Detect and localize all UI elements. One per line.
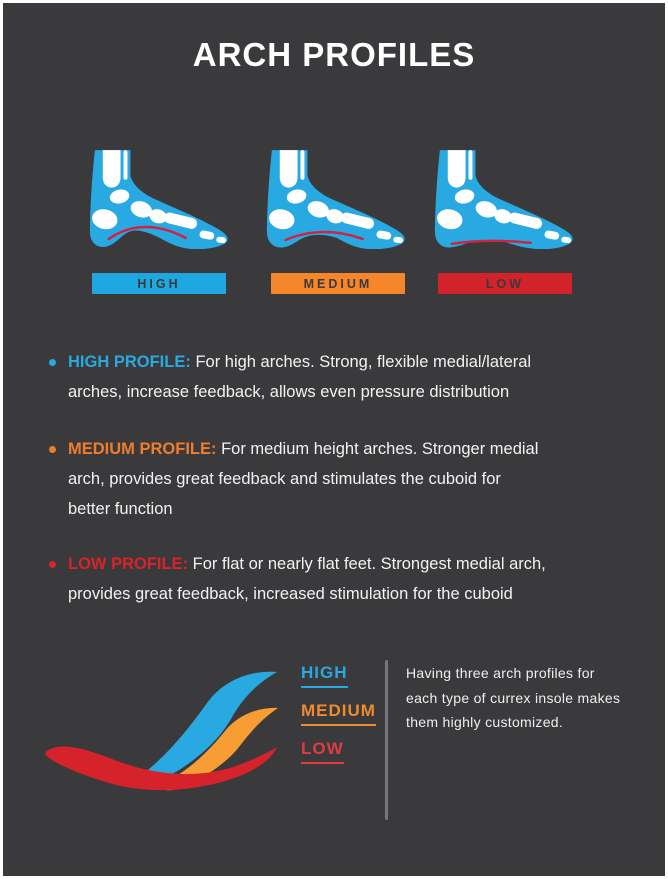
- customization-note: [406, 661, 641, 735]
- bullet-label-medium: MEDIUM PROFILE:: [68, 440, 217, 458]
- legend-item-low: LOW: [301, 739, 376, 764]
- bullet-line: MEDIUM PROFILE: For medium height arches. Stronger medial: [68, 440, 539, 458]
- bullet-line: arch, provides great feedback and stimulates the cuboid for: [68, 470, 501, 488]
- foot-illustration-high-arch: [87, 150, 235, 249]
- note-line: them highly customized.: [406, 714, 564, 730]
- note-line: each type of currex insole makes: [406, 689, 621, 706]
- arch-label-bar-high: [92, 273, 226, 294]
- bullet-high-profile: [68, 347, 646, 407]
- foot-illustration-medium-arch: [264, 150, 412, 249]
- arch-label-medium-text: MEDIUM: [303, 276, 373, 291]
- bullet-dot-medium: [49, 446, 56, 453]
- curve-legend: [301, 663, 376, 777]
- legend-item-medium: MEDIUM: [301, 701, 376, 726]
- note-line: Having three arch profiles for: [406, 665, 595, 681]
- legend-item-high: HIGH: [301, 663, 376, 688]
- arch-label-bar-low: [438, 273, 572, 294]
- bullet-line: HIGH PROFILE: For high arches. Strong, flexible medial/lateral: [68, 353, 532, 371]
- arch-label-low-text: LOW: [485, 276, 525, 291]
- page-title: ARCH PROFILES: [192, 36, 476, 73]
- bullet-line: arches, increase feedback, allows even pressure distribution: [68, 383, 510, 401]
- infographic-canvas: [3, 3, 665, 876]
- bullet-medium-profile: [68, 434, 646, 524]
- bullet-line: provides great feedback, increased stimulation for the cuboid: [68, 585, 513, 603]
- foot-illustration-low-arch: [432, 150, 580, 249]
- bullet-dot-low: [49, 561, 56, 568]
- bullet-label-high: HIGH PROFILE:: [68, 353, 191, 371]
- bullet-dot-high: [49, 359, 56, 366]
- bullet-label-low: LOW PROFILE:: [68, 555, 189, 573]
- vertical-divider: [385, 660, 388, 820]
- bullet-line: better function: [68, 500, 173, 518]
- bullet-line: LOW PROFILE: For flat or nearly flat feet. Strongest medial arch,: [68, 555, 546, 573]
- arch-label-bar-medium: [271, 273, 405, 294]
- bullet-low-profile: [68, 549, 646, 609]
- arch-label-high-text: HIGH: [137, 276, 181, 291]
